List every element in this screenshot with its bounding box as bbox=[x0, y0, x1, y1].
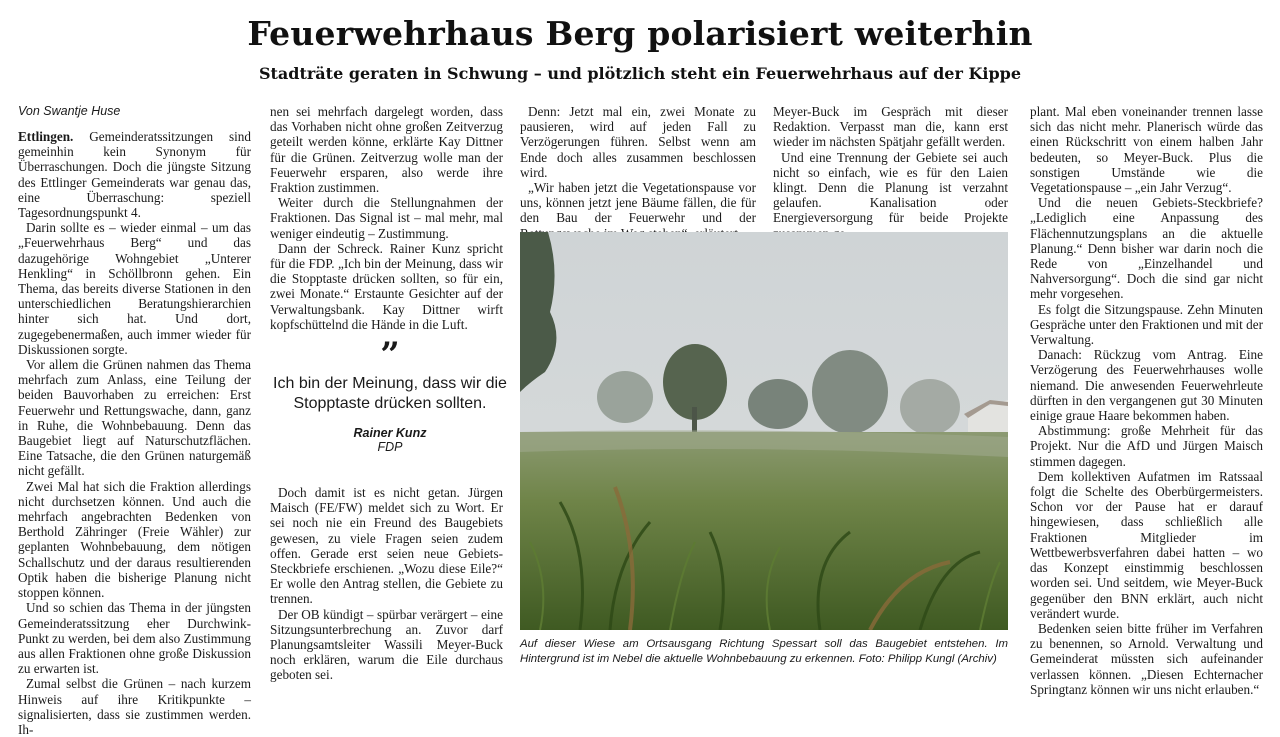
paragraph: Es folgt die Sitzungspause. Zehn Minuten Gespräche unter den Fraktionen und mit der Verwaltung. bbox=[1030, 301, 1263, 348]
photo-caption: Auf dieser Wiese am Ortsausgang Richtung Spessart soll das Baugebiet entstehen. Im Hintergrund ist im Nebel die aktuelle Wohnbebauung zu erkennen. Foto: Philipp Kungl (Archiv) bbox=[520, 638, 1008, 665]
paragraph: Dann der Schreck. Rainer Kunz spricht für die FDP. „Ich bin der Meinung, dass wir die Stopptaste drücken sollten, so für ein, zwei Monate.“ Erstaunte Gesichter auf der Verwaltungsbank. Kay Dittner wirft kopfschüttelnd die Hände in die Luft. bbox=[270, 240, 503, 332]
paragraph: Und eine Trennung der Gebiete sei auch nicht so einfach, wie es für den Laien klingt. Denn die Planung ist verzahnt gelaufen. Kanalisation oder Energieversorgung für beide Projekte bbox=[773, 149, 1008, 226]
headline: Feuerwehrhaus Berg polarisiert weiterhin bbox=[247, 14, 1033, 53]
paragraph-text: Gemeinderatssitzungen sind gemeinhin kein Synonym für Überraschungen. Doch die jüngste Sitzung des Ettlinger Gemeinderats war genau das, eine Überraschung: speziell Tagesordnungspunkt 4. bbox=[18, 129, 251, 221]
quote-mark-icon: ” bbox=[380, 335, 400, 375]
paragraph: Danach: Rückzug vom Antrag. Eine Verzögerung des Feuerwehrhauses wolle niemand. Die anwesenden Feuerwehrleute dürften in den vergangenen gut 30 Minuten einige graue Haare bekommen haben. bbox=[1030, 347, 1263, 424]
article-column-5 bbox=[1030, 104, 1263, 697]
paragraph: Zwei Mal hat sich die Fraktion allerdings nicht durchsetzen können. Und auch die mehrfach angebrachten Bedenken von Berthold Zähringer (Freie Wähler) zur geplanten Wohnbebauung, dem nötigen Schallschutz und der daraus resultierenden Optik haben die bisherige Planung nicht stoppen können. bbox=[18, 478, 251, 601]
pull-quote bbox=[270, 335, 510, 454]
quote-author: Rainer Kunz bbox=[353, 426, 427, 440]
article-photo bbox=[520, 232, 1008, 630]
paragraph: Abstimmung: große Mehrheit für das Projekt. Nur die AfD und Jürgen Maisch stimmen dagegen. bbox=[1030, 423, 1263, 469]
paragraph: Und so schien das Thema in der jüngsten Gemeinderatssitzung eher Durchwink-Punkt zu werden, bei dem also Zustimmung aus allen Fraktionen ohne große Diskussion zu erwarten ist. bbox=[18, 600, 251, 677]
paragraph bbox=[18, 129, 251, 220]
quote-party: FDP bbox=[377, 440, 403, 454]
paragraph: Meyer-Buck im Gespräch mit dieser Redaktion. Verpasst man die, kann erst wieder im nächsten Spätjahr gefällt werden. bbox=[773, 104, 1008, 150]
paragraph: Vor allem die Grünen nahmen das Thema mehrfach zum Anlass, eine Teilung der beiden Bauvorhaben zu erreichen: Erst Feuerwehr und Rettungswache, dann, ganz in Ruhe, die Wohnbebauung. Denn das Baugebiet liegt auf Naturschutzflächen. Eine Tatsache, die den Grünen naturgemäß nicht gefällt. bbox=[18, 357, 251, 479]
dateline: Ettlingen. bbox=[18, 129, 74, 144]
subheadline: Stadträte geraten in Schwung – und plötzlich steht ein Feuerwehrhaus auf der Kippe bbox=[258, 64, 1021, 83]
paragraph: Denn: Jetzt mal ein, zwei Monate zu pausieren, wird auf jeden Fall zu Verzögerungen führen. Selbst wenn am Ende doch alles zusammen beschlossen wird. bbox=[520, 104, 756, 180]
byline: Von Swantje Huse bbox=[18, 104, 121, 118]
paragraph: Der OB kündigt – spürbar verärgert – eine Sitzungsunterbrechung an. Zuvor darf Planungsamtsleiter Wassili Meyer-Buck noch erklären, warum die Eile durchaus geboten sei. bbox=[270, 606, 503, 683]
paragraph: plant. Mal eben voneinander trennen lasse sich das nicht mehr. Planerisch würde das einen Rückschritt von einem halben Jahr bedeuten, so Meyer-Buck. Plus die sonstigen Umstände wie die Vegetationspause – „ein Jahr Verzug“. bbox=[1030, 104, 1263, 196]
paragraph: nen sei mehrfach dargelegt worden, dass das Vorhaben nicht ohne großen Zeitverzug geteilt werden könne, erklärte Kay Dittner für die Grünen. Zeitverzug wolle man der Feuerwehr ersparen, also werde ihre Fraktion zustimmen. bbox=[270, 104, 503, 196]
article-column-4 bbox=[773, 104, 1008, 241]
paragraph: Und die neuen Gebiets-Steckbriefe? „Lediglich eine Anpassung des Flächennutzungsplans an die aktuelle Planung.“ Denn bisher war darin noch die Rede von „Einzelhandel und Nahversorgung“. Doch die sind gar nicht mehr vorgesehen. bbox=[1030, 195, 1263, 302]
paragraph: Zumal selbst die Grünen – nach kurzem Hinweis auf ihre Kritikpunkte – signalisierten, dass sie zustimmen werden. Ih- bbox=[18, 676, 251, 737]
paragraph: „Wir haben jetzt die Vegetationspause vor uns, können jetzt jene Bäume fällen, die für den Bau der Feuerwehr und der bbox=[520, 180, 756, 226]
paragraph: Weiter durch die Stellungnahmen der Fraktionen. Das Signal ist – mal mehr, mal weniger eindeutig – Zustimmung. bbox=[270, 195, 503, 241]
paragraph: Doch damit ist es nicht getan. Jürgen Maisch (FE/FW) meldet sich zu Wort. Er sei noch nie ein Freund des Baugebiets gewesen, zu viele Fragen seien zudem offen. Gerade erst seien neue Gebiets-Steckbriefe erschienen. „Wozu diese Eile?“ Er wolle den Antrag stellen, die Gebiete zu trennen. bbox=[270, 485, 503, 607]
paragraph: Bedenken seien bitte früher im Verfahren zu benennen, so Arnold. Verwaltung und Gemeinderat müssten sich aufeinander verlassen können. „Diesen Echternacher Springtanz können wir uns nicht erlauben.“ bbox=[1030, 620, 1263, 697]
article-column-2-lower bbox=[270, 485, 503, 683]
article-column-3 bbox=[520, 104, 756, 241]
paragraph: Dem kollektiven Aufatmen im Ratssaal folgt die Schelte des Oberbürgermeisters. Schon vor der Pause hat er darauf hingewiesen, dass schließlich alle Fraktionen Mitglieder im Wettbewerbsverfahren dabei hatten – wo das Konzept einstimmig beschlossen worden sei. Und seitdem, wie Meyer-Buck gegenüber den BNN erklärt, auch nicht verändert wurde. bbox=[1030, 468, 1263, 621]
quote-text: Ich bin der Meinung, dass wir die Stopptaste drücken sollten. bbox=[273, 375, 507, 412]
article-column-1 bbox=[18, 129, 251, 737]
article-column-2 bbox=[270, 104, 503, 332]
paragraph: Darin sollte es – wieder einmal – um das „Feuerwehrhaus Berg“ und das dazugehörige Wohngebiet „Unterer Henkling“ in Schöllbronn gehen. Ein Thema, das bereits diverse Stationen in den unterschiedlichen Beratungshierarchien hinter sich hat. Und dort, zugegebenermaßen, auch immer wieder für Diskussionen sorgte. bbox=[18, 220, 251, 357]
